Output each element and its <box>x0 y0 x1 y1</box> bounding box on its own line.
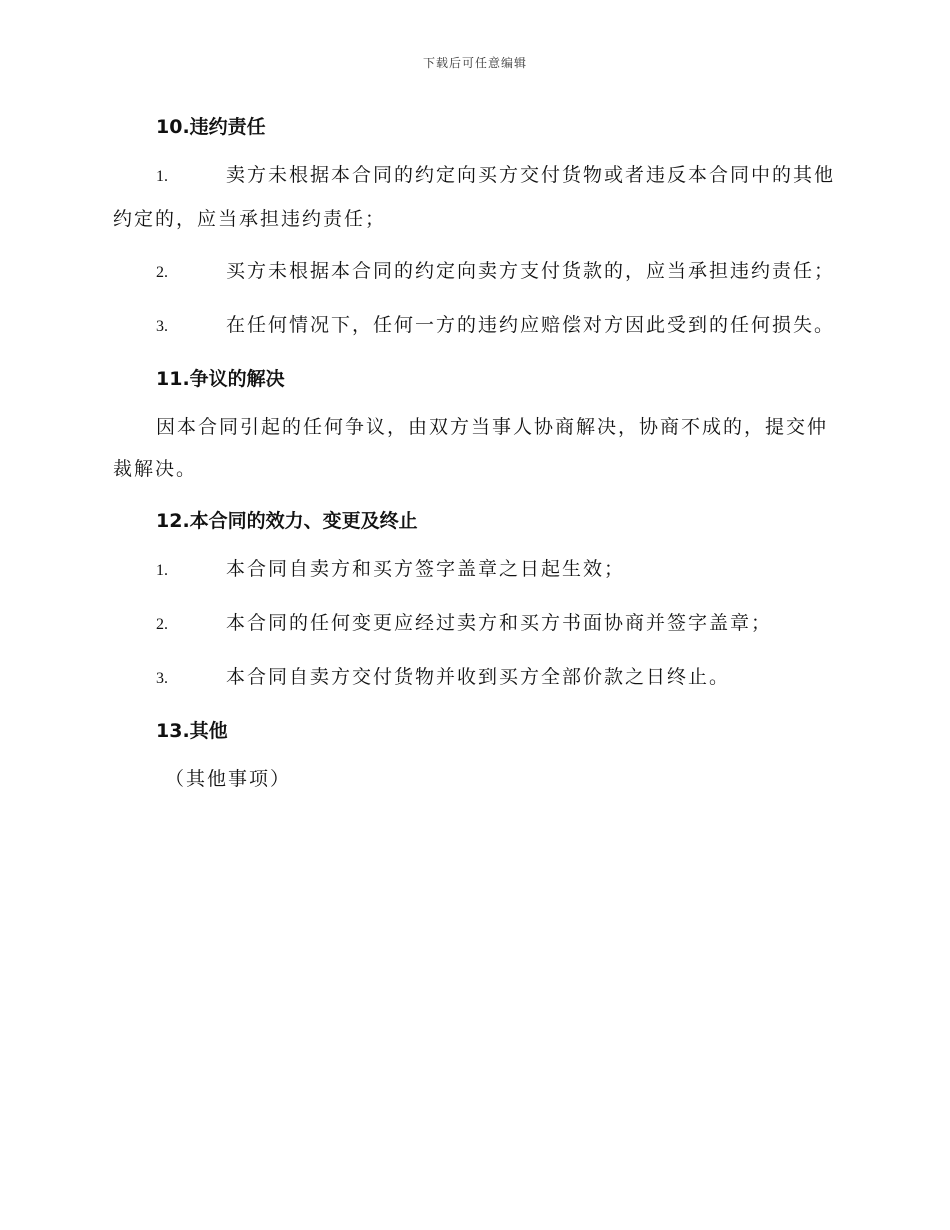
section-title-dispute: 11.争议的解决 <box>156 368 285 390</box>
list-item <box>113 250 840 294</box>
list-item <box>113 304 840 348</box>
list-item <box>113 602 840 646</box>
list-item-number: 2. <box>156 616 168 633</box>
list-item-text: 本合同自卖方和买方签字盖章之日起生效； <box>226 558 626 580</box>
section-title-other: 13.其他 <box>156 720 228 742</box>
list-item-text: 买方未根据本合同的约定向卖方支付货款的，应当承担违约责任； <box>226 260 836 282</box>
list-item-number: 3. <box>156 670 168 687</box>
list-item <box>113 548 840 592</box>
list-item-number: 3. <box>156 318 168 335</box>
list-item-text: 本合同自卖方交付货物并收到买方全部价款之日终止。 <box>226 666 731 688</box>
document-body <box>113 110 840 796</box>
other-matters-note: （其他事项） <box>165 768 292 790</box>
list-item-text: 本合同的任何变更应经过卖方和买方书面协商并签字盖章； <box>226 612 773 634</box>
list-item <box>113 154 840 240</box>
list-item <box>113 656 840 700</box>
list-item-text: 卖方未根据本合同的约定向买方交付货物或者违反本合同中的其他约定的，应当承担违约责任； <box>113 164 836 230</box>
section-paragraph: 因本合同引起的任何争议，由双方当事人协商解决，协商不成的，提交仲裁解决。 <box>113 416 829 480</box>
section-title-validity: 12.本合同的效力、变更及终止 <box>156 510 418 532</box>
list-item-number: 1. <box>156 562 168 579</box>
list-item-number: 2. <box>156 264 168 281</box>
list-item-text: 在任何情况下，任何一方的违约应赔偿对方因此受到的任何损失。 <box>226 314 836 336</box>
page-header-note: 下载后可任意编辑 <box>422 56 527 70</box>
list-item-number: 1. <box>156 168 168 185</box>
section-title-breach: 10.违约责任 <box>156 116 266 138</box>
